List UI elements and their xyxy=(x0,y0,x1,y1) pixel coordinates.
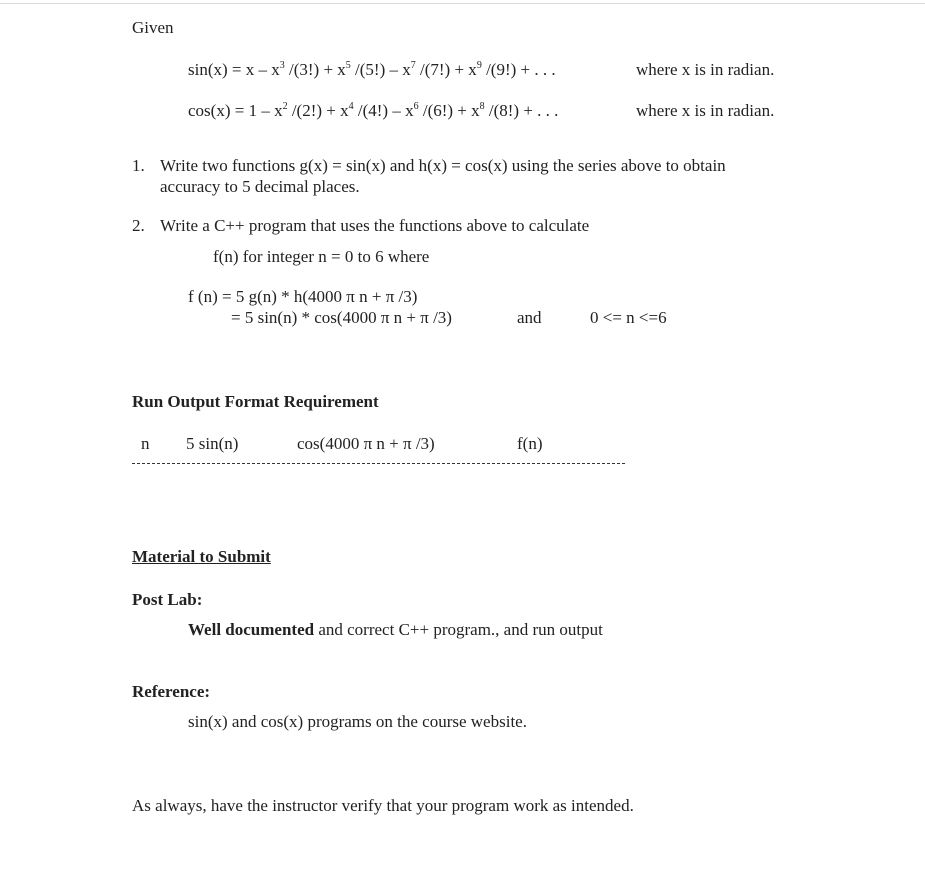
column-header-n: n xyxy=(141,434,150,453)
post-lab-text: Well documented and correct C++ program., and run output xyxy=(188,620,603,639)
reference-heading: Reference: xyxy=(132,682,211,701)
run-output-heading: Run Output Format Requirement xyxy=(132,392,379,411)
sin-series-formula: $\sin(x) = x - x^3$ $/(3!) + x^5$ $/(5!) - x^7$ $/(7!) + x^9$ /(9!) + . . . xyxy=(188,60,556,79)
task-1-line-2: accuracy to 5 decimal places. xyxy=(160,177,360,196)
post-lab-heading: Post Lab: xyxy=(132,590,203,609)
task-1-number: 1. xyxy=(132,156,145,175)
column-header-5sin: 5 sin(n) xyxy=(186,434,239,453)
f-definition-line-2: = 5 sin(n) * cos(4000 π n + π /3) xyxy=(231,308,452,327)
material-heading: Material to Submit xyxy=(132,547,271,566)
reference-text: sin(x) and cos(x) programs on the course website. xyxy=(188,712,527,731)
f-definition-line-1: f (n) = 5 g(n) * h(4000 π n + π /3) xyxy=(188,287,418,306)
task-1-line-1: Write two functions g(x) = sin(x) and h(x) = cos(x) using the series above to obtain xyxy=(160,156,726,175)
and-word: and xyxy=(517,308,542,327)
cos-series-formula: $\cos(x) = 1 - x^2$ $/(2!) + x^4$ $/(4!) - x^6$ $/(6!) + x^8$ /(8!) + . . . xyxy=(188,101,559,120)
task-2-number: 2. xyxy=(132,216,145,235)
table-separator-line xyxy=(132,463,625,464)
page-top-border xyxy=(0,3,925,4)
closing-note: As always, have the instructor verify that your program work as intended. xyxy=(132,796,634,815)
n-range: 0 <= n <=6 xyxy=(590,308,667,327)
cos-note: where x is in radian. xyxy=(636,101,775,120)
task-2-line-1: Write a C++ program that uses the functions above to calculate xyxy=(160,216,590,235)
given-heading: Given xyxy=(132,18,174,37)
sin-note: where x is in radian. xyxy=(636,60,775,79)
task-2-line-2: f(n) for integer n = 0 to 6 where xyxy=(213,247,430,266)
column-header-fn: f(n) xyxy=(517,434,543,453)
column-header-cos: cos(4000 π n + π /3) xyxy=(297,434,435,453)
